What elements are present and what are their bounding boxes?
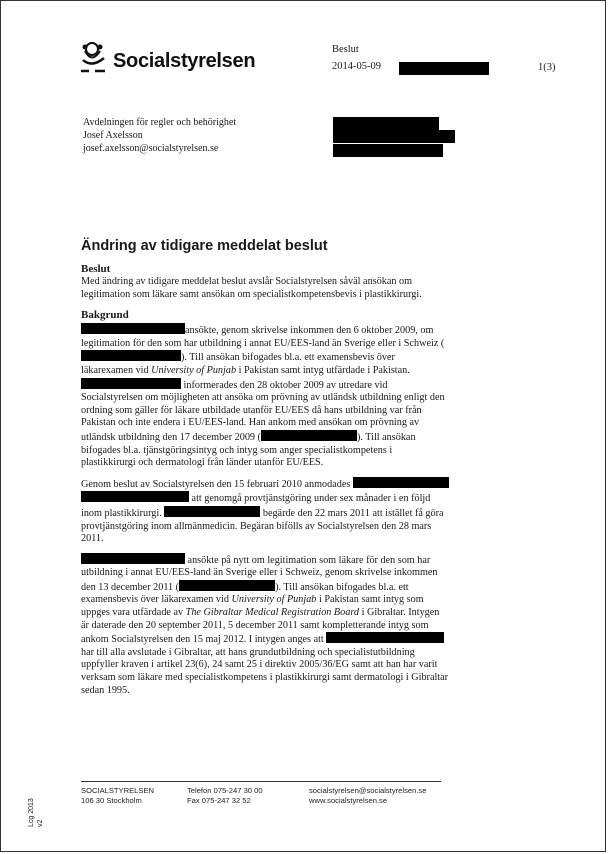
redaction xyxy=(81,553,185,564)
recipient-redaction-3 xyxy=(333,144,443,157)
doc-type: Beslut xyxy=(332,44,359,55)
sender-name: Josef Axelsson xyxy=(83,130,143,141)
redaction xyxy=(81,323,185,334)
paragraph-3: ansökte på nytt om legitimation som läkare för den som har utbildning i annat EU/EES-land än Sverige eller i Schweiz, genom skrivelse inkommen den 13 december 2011 ( ). Till ansökan bifogades bl.a. ett examensbevis över läkarexamen vid University of Punjab i Pakistan samt intyg som uppges vara utfärdade av The Gibraltar Medical Registration Board i Gibraltar. Intygen är daterade den 20 september 2011, 5 december 2011 samt kompletterande intyg som ankom Socialstyrelsen den 15 maj 2012. I intygen anges att har till alla avslutade i Gibraltar, att hans grundutbildning och specialistutbildning uppfyller kraven i artikel 23(6), 24 samt 25 i direktiv 2005/36/EG samt att han har varit verksam som läkare med specialistkompetens i plastikkirurgi samt dermatologi i Gibraltar sedan 1995. xyxy=(81,554,449,696)
crest-icon xyxy=(77,38,113,74)
footer-phone: Telefon 075-247 30 00 xyxy=(187,786,263,795)
footer-rule xyxy=(81,781,441,782)
footer-website[interactable]: www.socialstyrelsen.se xyxy=(309,796,388,805)
beslut-text: Med ändring av tidigare meddelat beslut avslår Socialstyrelsen såväl ansökan om legitimation som läkare samt ansökan om specialistkompetensbevis i plastikkirurgi. xyxy=(81,276,422,300)
redaction xyxy=(326,632,444,643)
page-title: Ändring av tidigare meddelat beslut xyxy=(81,238,328,254)
footer-web xyxy=(309,786,426,806)
redaction xyxy=(261,430,357,441)
footer-org xyxy=(81,786,154,806)
footer-email[interactable]: socialstyrelsen@socialstyrelsen.se xyxy=(309,786,427,795)
redaction xyxy=(81,378,181,389)
redaction xyxy=(164,506,260,517)
logo-wordmark: Socialstyrelsen xyxy=(113,50,256,72)
footer-org-name: SOCIALSTYRELSEN xyxy=(81,786,155,795)
beslut-heading: Beslut xyxy=(81,263,111,275)
recipient-redaction-2 xyxy=(333,130,455,143)
redaction xyxy=(353,477,449,488)
paragraph-1: ansökte, genom skrivelse inkommen den 6 oktober 2009, om legitimation för den som har utbildning i annat EU/EES-land än Sverige eller i Schweiz (). Till ansökan bifogades bl.a. ett examensbevis över läkarexamen vid University of Punjab i Pakistan samt intyg utfärdade i Pakistan. informerades den 28 oktober 2009 av utredare vid Socialstyrelsen om möjligheten att ansöka om prövning av utländsk utbildning enligt den ordning som gäller för läkare utbildade utanför EU/EES då hans utbildning var från Pakistan och inte endera i EU/EES-land. Han ankom med ansökan om prövning av utländsk utbildning den 17 december 2009 ( ). Till ansökan bifogades bl.a. tjänstgöringsintyg och intyg som anger specialistkompetens i plastikkirurgi och dermatologi från länder utanför EU/EES. xyxy=(81,325,445,469)
logo xyxy=(77,38,257,78)
sender-department: Avdelningen för regler och behörighet xyxy=(83,117,237,128)
footer-contact xyxy=(187,786,263,806)
redaction xyxy=(81,491,189,502)
bakgrund-heading: Bakgrund xyxy=(81,309,129,322)
paragraph-2: Genom beslut av Socialstyrelsen den 15 februari 2010 anmodades att genomgå provtjänstgöring under sex månader i en följd inom plastikkirurgi. begärde den 22 mars 2011 att istället få göra provtjänstgöring inom allmänmedicin. Begäran bifölls av Socialstyrelsen den 28 mars 2011. xyxy=(81,477,449,546)
sender-email[interactable]: josef.axelsson@socialstyrelsen.se xyxy=(83,143,219,154)
redaction xyxy=(179,580,275,591)
page-number: 1(3) xyxy=(538,62,556,73)
side-code-version: v2 xyxy=(37,819,44,827)
footer-address: 106 30 Stockholm xyxy=(81,796,142,805)
redaction xyxy=(81,350,181,361)
doc-date: 2014-05-09 xyxy=(332,61,381,72)
redaction xyxy=(399,62,489,75)
recipient-redaction-1 xyxy=(333,117,439,130)
side-code: Lcg 2013 xyxy=(28,798,35,827)
footer-fax: Fax 075-247 32 52 xyxy=(187,796,251,805)
document-body xyxy=(81,263,449,697)
